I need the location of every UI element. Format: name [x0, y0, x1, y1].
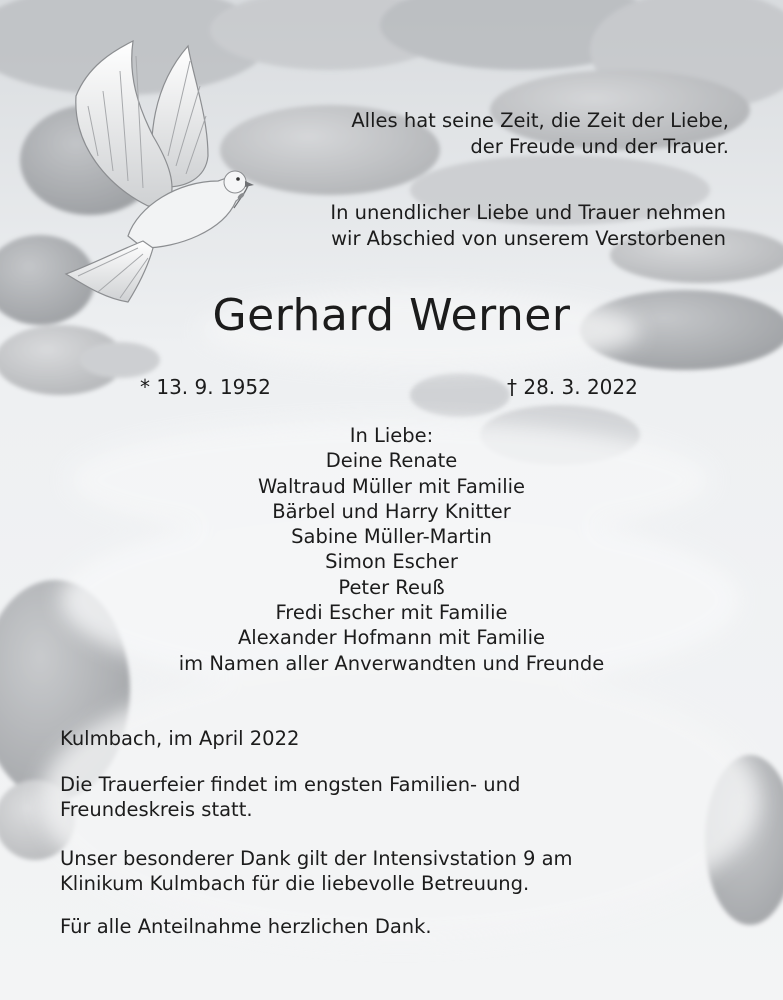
intro-line: In unendlicher Liebe und Trauer nehmen	[330, 201, 726, 224]
mourner-line: Bärbel und Harry Knitter	[272, 499, 511, 523]
intro-line: wir Abschied von unserem Verstorbenen	[331, 227, 726, 250]
mourner-line: Alexander Hofmann mit Familie	[237, 626, 546, 650]
mourners-list	[0, 423, 783, 676]
thanks-note	[60, 846, 573, 896]
quote-line: Alles hat seine Zeit, die Zeit der Liebe,	[351, 109, 729, 132]
place-date: Kulmbach, im April 2022	[60, 727, 300, 750]
mourner-line: In Liebe:	[349, 424, 434, 447]
dove-icon	[58, 36, 258, 304]
mourner-line: Simon Escher	[325, 550, 458, 574]
birth-date: * 13. 9. 1952	[140, 375, 271, 399]
funeral-note	[60, 772, 520, 822]
thanks-line: Unser besonderer Dank gilt der Intensivstation 9 am	[60, 847, 573, 870]
quote	[351, 108, 729, 160]
deceased-name: Gerhard Werner	[212, 290, 571, 341]
closing-thanks: Für alle Anteilnahme herzlichen Dank.	[60, 915, 432, 938]
thanks-line: Klinikum Kulmbach für die liebevolle Betreuung.	[60, 872, 530, 895]
funeral-line: Die Trauerfeier findet im engsten Familien- und	[60, 773, 521, 796]
mourner-line: Sabine Müller-Martin	[291, 525, 492, 549]
intro-text	[330, 200, 726, 252]
mourner-line: Peter Reuß	[338, 575, 445, 599]
mourner-line: Waltraud Müller mit Familie	[257, 474, 526, 498]
funeral-line: Freundeskreis statt.	[60, 798, 253, 821]
quote-line: der Freude und der Trauer.	[470, 135, 729, 158]
mourner-line: im Namen aller Anverwandten und Freunde	[178, 651, 605, 675]
mourner-line: Fredi Escher mit Familie	[275, 601, 508, 625]
mourner-line: Deine Renate	[325, 449, 458, 473]
death-date: † 28. 3. 2022	[507, 375, 638, 399]
